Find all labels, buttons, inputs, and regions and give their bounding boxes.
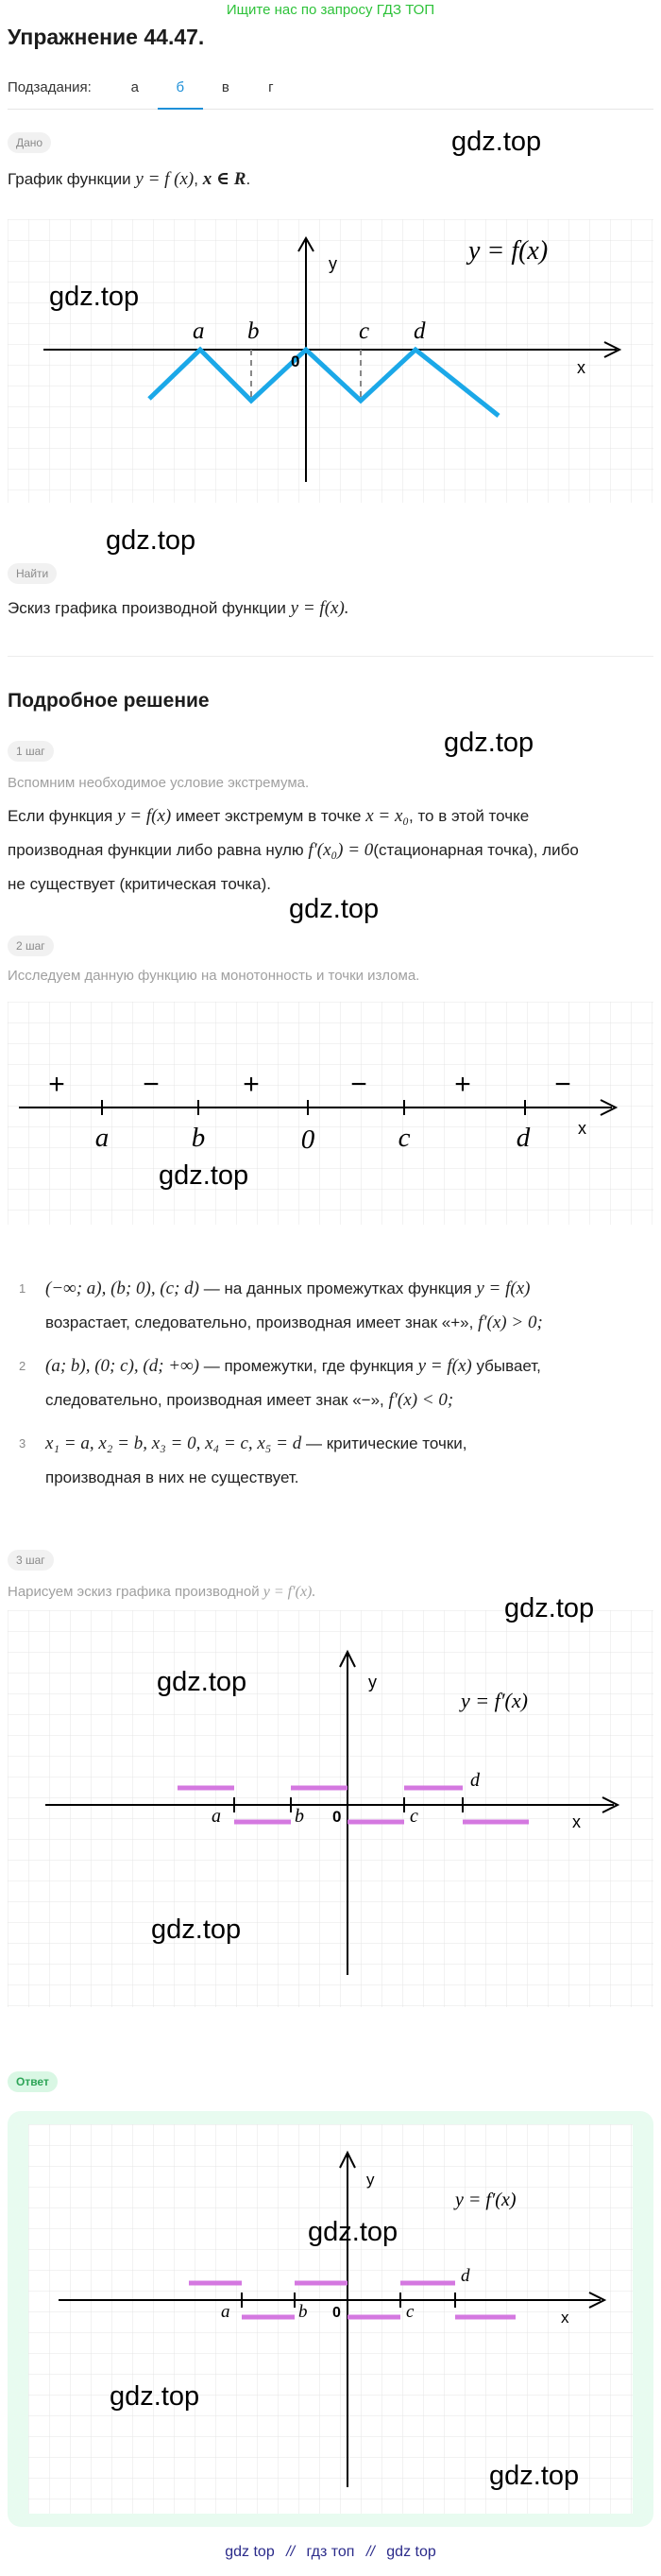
- point-d: d: [461, 2266, 470, 2286]
- step1-line1-post: , то в этой точке: [409, 807, 530, 825]
- point-c: c: [410, 1806, 418, 1827]
- given-formula-domain: x ∈ R: [202, 169, 246, 189]
- sign-chart-grid: [8, 1002, 653, 1225]
- function-graph: [8, 219, 653, 503]
- given-dot: .: [246, 170, 251, 188]
- point-a: a: [212, 1806, 221, 1827]
- sign-2: −: [143, 1069, 160, 1100]
- step3-hint-text: Нарисуем эскиз графика производной: [8, 1584, 260, 1600]
- solution-title: Подробное решение: [8, 690, 210, 712]
- step1-line1-mid: имеет экстремум в точке: [175, 807, 362, 825]
- sign-1: +: [48, 1069, 65, 1100]
- given-formula-sep: ,: [194, 170, 198, 188]
- y-axis-label: y: [368, 1673, 377, 1692]
- list-item-formula: f′(x) < 0;: [388, 1390, 454, 1410]
- answer-graph: [28, 2124, 633, 2514]
- step2-tag: 2 шаг: [8, 936, 54, 956]
- fn-label: y = f′(x): [461, 1689, 528, 1712]
- find-label: Эскиз графика производной функции: [8, 599, 286, 617]
- tab-v[interactable]: в: [221, 79, 229, 95]
- watermark: gdz.top: [451, 127, 542, 157]
- point-c: c: [406, 2302, 415, 2322]
- fn-label: y = f(x): [468, 236, 549, 266]
- list-item-text: — критические точки,: [305, 1434, 467, 1452]
- point-0-2: 0: [300, 1125, 315, 1155]
- list-item: [8, 1427, 653, 1497]
- point-d: d: [470, 1770, 480, 1791]
- derivative-grid: [8, 1610, 653, 2007]
- list-item-formula: (a; b), (0; c), (d; +∞): [45, 1356, 199, 1376]
- point-b: b: [298, 2302, 308, 2322]
- list-item-line: [45, 1306, 653, 1340]
- watermark: gdz.top: [106, 525, 196, 556]
- list-item-text: производная в них не существует.: [45, 1468, 299, 1486]
- list-item-formula: x₁ = a, x₂ = b, x₃ = 0, x₄ = c, x₅ = d: [45, 1434, 302, 1453]
- list-item-text: следовательно, производная имеет знак «−»,: [45, 1391, 384, 1409]
- watermark: gdz.top: [504, 1593, 595, 1623]
- subtasks-label: Подзадания:: [8, 79, 92, 95]
- origin-label: 0: [332, 2305, 341, 2321]
- step1-line1-f2: x = x₀: [365, 806, 409, 826]
- tab-b[interactable]: б: [158, 79, 203, 110]
- list-item-number: 1: [19, 1281, 26, 1296]
- list-item-text: — на данных промежутках функция: [203, 1279, 472, 1297]
- step1-line2: [8, 833, 579, 867]
- fn-label: y = f′(x): [455, 2190, 517, 2210]
- sign-3: +: [243, 1069, 260, 1100]
- find-tag: Найти: [8, 563, 57, 584]
- list-item-line: [45, 1383, 653, 1417]
- divider: [8, 656, 653, 657]
- watermark: gdz.top: [110, 2381, 200, 2412]
- list-item-text: возрастает, следовательно, производная имеет знак «+»,: [45, 1314, 474, 1331]
- subtasks-bar: [8, 72, 653, 110]
- list-item-formula: (−∞; a), (b; 0), (c; d): [45, 1279, 199, 1298]
- list-item-formula: y = f(x): [476, 1279, 531, 1298]
- list-item-formula: f′(x) > 0;: [478, 1313, 543, 1332]
- step1-line2-f: f′(x₀) = 0: [308, 840, 374, 860]
- y-axis-label: y: [366, 2171, 375, 2189]
- point-d-2: d: [516, 1123, 531, 1153]
- find-text: [8, 592, 349, 626]
- point-a-2: a: [94, 1123, 110, 1153]
- origin-label: 0: [332, 1808, 342, 1826]
- list-item-line: [45, 1349, 653, 1383]
- given-formula-yfx: y = f (x): [135, 169, 195, 189]
- sign-6: −: [554, 1069, 571, 1100]
- point-a: a: [221, 2302, 230, 2322]
- sign-chart: [8, 1002, 653, 1225]
- derivative-graph: [8, 1610, 653, 2007]
- answer-grid-lines: [28, 2124, 633, 2514]
- list-item-number: 2: [19, 1359, 26, 1373]
- x-axis-label: x: [561, 2309, 569, 2327]
- x-axis-label: x: [572, 1812, 581, 1831]
- watermark: gdz.top: [159, 1160, 249, 1191]
- list-item-text: убывает,: [476, 1357, 541, 1375]
- step1-line3: не существует (критическая точка).: [8, 875, 271, 893]
- footer-link[interactable]: gdz top: [225, 2544, 275, 2560]
- point-d: d: [414, 318, 426, 344]
- point-b: b: [295, 1806, 304, 1827]
- footer-link[interactable]: гдз топ: [306, 2544, 355, 2560]
- tab-a[interactable]: а: [130, 79, 139, 95]
- list-item: [8, 1349, 653, 1419]
- list-item: [8, 1272, 653, 1342]
- step1-line1-pre: Если функция: [8, 807, 113, 825]
- watermark: gdz.top: [151, 1915, 242, 1945]
- step2-hint: Исследуем данную функцию на монотонность и точки излома.: [8, 968, 420, 984]
- watermark: gdz.top: [289, 894, 380, 924]
- y-axis-label: y: [329, 254, 337, 273]
- answer-tag: Ответ: [8, 2071, 58, 2092]
- step1-line2-pre: производная функции либо равна нулю: [8, 841, 304, 859]
- point-b: b: [247, 318, 260, 344]
- footer-separator: //: [286, 2544, 296, 2560]
- sign-4: −: [350, 1069, 367, 1100]
- top-banner[interactable]: Ищите нас по запросу ГДЗ ТОП: [226, 2, 435, 18]
- watermark: gdz.top: [444, 728, 534, 758]
- footer: [0, 2544, 661, 2561]
- given-label: График функции: [8, 170, 131, 188]
- step1-line1-f1: y = f(x): [117, 806, 172, 826]
- footer-link[interactable]: gdz top: [386, 2544, 436, 2560]
- given-tag: Дано: [8, 132, 51, 153]
- footer-separator: //: [365, 2544, 375, 2560]
- watermark: gdz.top: [489, 2461, 580, 2491]
- list-item-number: 3: [19, 1436, 26, 1451]
- list-item-line: [45, 1461, 653, 1495]
- step1-line1: [8, 799, 529, 833]
- find-formula: y = f(x).: [290, 598, 349, 618]
- point-b-2: b: [191, 1123, 206, 1153]
- watermark: gdz.top: [157, 1667, 247, 1697]
- tab-g[interactable]: г: [268, 79, 274, 95]
- list-item-text: — промежутки, где функция: [203, 1357, 414, 1375]
- point-a: a: [193, 318, 205, 344]
- step1-line2-post: (стационарная точка), либо: [373, 841, 579, 859]
- step1-tag: 1 шаг: [8, 741, 54, 762]
- number-line-x-label: x: [578, 1119, 586, 1138]
- sign-5: +: [454, 1069, 471, 1100]
- point-c: c: [359, 318, 370, 344]
- list-item-line: [45, 1427, 653, 1461]
- point-c-2: c: [398, 1123, 411, 1153]
- list-item-line: [45, 1272, 653, 1306]
- step1-hint: Вспомним необходимое условие экстремума.: [8, 775, 310, 791]
- step3-hint-formula: y = f′(x).: [263, 1584, 316, 1600]
- page-title: Упражнение 44.47.: [8, 25, 205, 49]
- step3-hint: [8, 1584, 315, 1601]
- step3-tag: 3 шаг: [8, 1550, 54, 1571]
- watermark: gdz.top: [308, 2217, 398, 2247]
- x-axis-label: x: [577, 358, 585, 377]
- list-item-formula: y = f(x): [417, 1356, 472, 1376]
- origin-label: 0: [291, 352, 300, 370]
- given-text: [8, 163, 250, 197]
- watermark: gdz.top: [49, 282, 140, 312]
